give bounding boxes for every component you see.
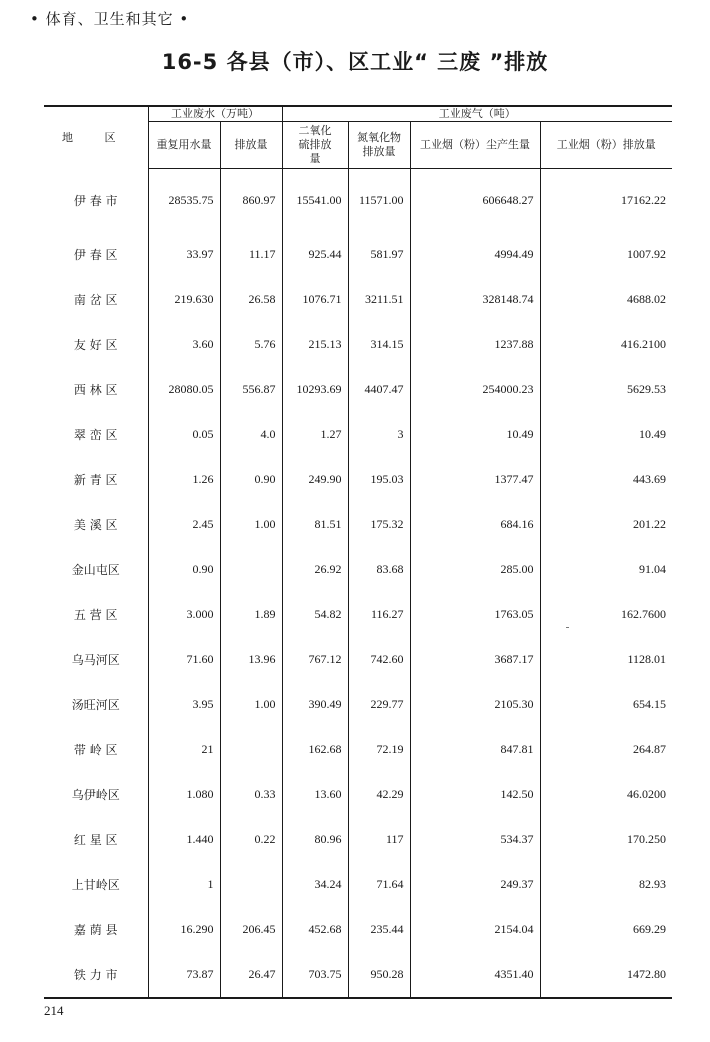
value-cell: 0.90 bbox=[220, 457, 282, 502]
value-cell: 4351.40 bbox=[410, 952, 540, 998]
value-cell: 1 bbox=[148, 862, 220, 907]
page-title: 16-5 各县（市）、区工业“ 三废 ”排放 bbox=[161, 50, 549, 74]
value-cell: 16.290 bbox=[148, 907, 220, 952]
value-cell: 3.95 bbox=[148, 682, 220, 727]
value-cell: 1377.47 bbox=[410, 457, 540, 502]
table-row bbox=[44, 907, 672, 952]
value-cell: 26.58 bbox=[220, 277, 282, 322]
value-cell: 249.37 bbox=[410, 862, 540, 907]
value-cell: 26.47 bbox=[220, 952, 282, 998]
value-cell: 1.27 bbox=[282, 412, 348, 457]
table-row bbox=[44, 592, 672, 637]
table-row bbox=[44, 367, 672, 412]
region-cell: 西 林 区 bbox=[73, 383, 118, 397]
value-cell: 1007.92 bbox=[540, 232, 672, 277]
value-cell: 13.96 bbox=[220, 637, 282, 682]
table-row bbox=[44, 682, 672, 727]
value-cell: 10.49 bbox=[540, 412, 672, 457]
column-header-nox: 氮氧化物排放量 bbox=[348, 122, 410, 169]
value-cell: 13.60 bbox=[282, 772, 348, 817]
value-cell: 3 bbox=[348, 412, 410, 457]
value-cell: 2.45 bbox=[148, 502, 220, 547]
value-cell: 5629.53 bbox=[540, 367, 672, 412]
value-cell: 219.630 bbox=[148, 277, 220, 322]
value-cell: 860.97 bbox=[220, 169, 282, 233]
value-cell: 950.28 bbox=[348, 952, 410, 998]
column-header-reused-water: 重复用水量 bbox=[148, 122, 220, 169]
value-cell: 1.89 bbox=[220, 592, 282, 637]
value-cell: 195.03 bbox=[348, 457, 410, 502]
region-cell: 上甘岭区 bbox=[71, 878, 120, 892]
table-row bbox=[44, 412, 672, 457]
region-cell: 铁 力 市 bbox=[44, 952, 148, 998]
wastewater-group-header: 工业废水（万吨） bbox=[148, 106, 282, 122]
value-cell bbox=[220, 862, 282, 907]
value-cell: 1128.01 bbox=[540, 637, 672, 682]
value-cell: 21 bbox=[148, 727, 220, 772]
region-cell: 红 星 区 bbox=[73, 833, 118, 847]
value-cell: 3211.51 bbox=[348, 277, 410, 322]
value-cell: 254000.23 bbox=[410, 367, 540, 412]
value-cell: 175.32 bbox=[348, 502, 410, 547]
value-cell: 534.37 bbox=[410, 817, 540, 862]
value-cell: 1472.80 bbox=[540, 952, 672, 998]
section-header: • 体育、卫生和其它 • bbox=[30, 10, 190, 28]
value-cell: 249.90 bbox=[282, 457, 348, 502]
value-cell: 33.97 bbox=[148, 232, 220, 277]
column-header-dust-generated: 工业烟（粉）尘产生量 bbox=[410, 122, 540, 169]
value-cell: 71.64 bbox=[348, 862, 410, 907]
value-cell: 654.15 bbox=[540, 682, 672, 727]
value-cell: 10293.69 bbox=[282, 367, 348, 412]
region-cell: 乌马河区 bbox=[71, 653, 120, 667]
region-cell: 伊 春 市 bbox=[73, 193, 118, 208]
region-cell: 乌伊岭区 bbox=[71, 788, 120, 802]
table-row bbox=[44, 502, 672, 547]
value-cell: 3.60 bbox=[148, 322, 220, 367]
value-cell: 28535.75 bbox=[148, 169, 220, 233]
value-cell: 215.13 bbox=[282, 322, 348, 367]
value-cell: 26.92 bbox=[282, 547, 348, 592]
value-cell: 3.000 bbox=[148, 592, 220, 637]
value-cell: 703.75 bbox=[282, 952, 348, 998]
value-cell: 4.0 bbox=[220, 412, 282, 457]
region-cell: 带 岭 区 bbox=[73, 743, 118, 757]
value-cell: 229.77 bbox=[348, 682, 410, 727]
value-cell: 1.440 bbox=[148, 817, 220, 862]
value-cell: 71.60 bbox=[148, 637, 220, 682]
value-cell: 91.04 bbox=[540, 547, 672, 592]
value-cell bbox=[220, 727, 282, 772]
value-cell: 314.15 bbox=[348, 322, 410, 367]
value-cell: 117 bbox=[348, 817, 410, 862]
value-cell: 847.81 bbox=[410, 727, 540, 772]
table-row bbox=[44, 637, 672, 682]
value-cell: 17162.22 bbox=[540, 169, 672, 233]
value-cell: 581.97 bbox=[348, 232, 410, 277]
value-cell: 1237.88 bbox=[410, 322, 540, 367]
value-cell: 54.82 bbox=[282, 592, 348, 637]
value-cell: 142.50 bbox=[410, 772, 540, 817]
column-header-dust-emitted: 工业烟（粉）排放量 bbox=[540, 122, 672, 169]
value-cell: 83.68 bbox=[348, 547, 410, 592]
waste-gas-group-header: 工业废气（吨） bbox=[282, 106, 672, 122]
value-cell: 170.250 bbox=[540, 817, 672, 862]
table-row bbox=[44, 952, 672, 998]
scan-mark bbox=[566, 627, 569, 628]
value-cell: 606648.27 bbox=[410, 169, 540, 233]
value-cell: 2154.04 bbox=[410, 907, 540, 952]
table-row bbox=[44, 862, 672, 907]
value-cell: 1.00 bbox=[220, 682, 282, 727]
column-header-so2: 二氧化硫排放量 bbox=[282, 122, 348, 169]
table-row bbox=[44, 772, 672, 817]
value-cell: 4688.02 bbox=[540, 277, 672, 322]
value-cell: 443.69 bbox=[540, 457, 672, 502]
value-cell: 925.44 bbox=[282, 232, 348, 277]
region-cell: 汤旺河区 bbox=[71, 698, 120, 712]
value-cell: 10.49 bbox=[410, 412, 540, 457]
region-column-header: 地 区 bbox=[44, 106, 148, 169]
value-cell: 4994.49 bbox=[410, 232, 540, 277]
page-number: 214 bbox=[44, 1003, 64, 1018]
value-cell: 1.26 bbox=[148, 457, 220, 502]
value-cell: 162.7600 bbox=[540, 592, 672, 637]
value-cell: 767.12 bbox=[282, 637, 348, 682]
value-cell: 42.29 bbox=[348, 772, 410, 817]
column-header-water-discharge: 排放量 bbox=[220, 122, 282, 169]
value-cell: 285.00 bbox=[410, 547, 540, 592]
value-cell: 3687.17 bbox=[410, 637, 540, 682]
region-cell: 南 岔 区 bbox=[73, 293, 118, 307]
value-cell: 15541.00 bbox=[282, 169, 348, 233]
value-cell: 2105.30 bbox=[410, 682, 540, 727]
value-cell: 28080.05 bbox=[148, 367, 220, 412]
value-cell: 1.00 bbox=[220, 502, 282, 547]
table-row bbox=[44, 817, 672, 862]
value-cell: 81.51 bbox=[282, 502, 348, 547]
value-cell: 452.68 bbox=[282, 907, 348, 952]
value-cell: 11571.00 bbox=[348, 169, 410, 233]
table-row bbox=[44, 547, 672, 592]
table-row bbox=[44, 169, 672, 233]
table-row bbox=[44, 277, 672, 322]
value-cell: 46.0200 bbox=[540, 772, 672, 817]
value-cell: 11.17 bbox=[220, 232, 282, 277]
region-cell: 伊 春 区 bbox=[73, 248, 118, 262]
table-row bbox=[44, 457, 672, 502]
value-cell: 0.33 bbox=[220, 772, 282, 817]
region-cell: 美 溪 区 bbox=[73, 518, 118, 532]
value-cell: 82.93 bbox=[540, 862, 672, 907]
table-body bbox=[44, 169, 672, 999]
value-cell: 0.90 bbox=[148, 547, 220, 592]
value-cell: 556.87 bbox=[220, 367, 282, 412]
region-cell: 新 青 区 bbox=[73, 473, 118, 487]
value-cell: 416.2100 bbox=[540, 322, 672, 367]
value-cell: 34.24 bbox=[282, 862, 348, 907]
value-cell bbox=[220, 547, 282, 592]
region-cell: 金山屯区 bbox=[71, 563, 120, 577]
table-row bbox=[44, 232, 672, 277]
value-cell: 264.87 bbox=[540, 727, 672, 772]
emissions-table bbox=[44, 105, 672, 999]
value-cell: 80.96 bbox=[282, 817, 348, 862]
region-cell: 翠 峦 区 bbox=[73, 428, 118, 442]
value-cell: 4407.47 bbox=[348, 367, 410, 412]
value-cell: 0.22 bbox=[220, 817, 282, 862]
value-cell: 1076.71 bbox=[282, 277, 348, 322]
table-row bbox=[44, 727, 672, 772]
value-cell: 0.05 bbox=[148, 412, 220, 457]
value-cell: 742.60 bbox=[348, 637, 410, 682]
value-cell: 73.87 bbox=[148, 952, 220, 998]
region-cell: 友 好 区 bbox=[73, 338, 118, 352]
value-cell: 390.49 bbox=[282, 682, 348, 727]
value-cell: 669.29 bbox=[540, 907, 672, 952]
table-row bbox=[44, 322, 672, 367]
value-cell: 162.68 bbox=[282, 727, 348, 772]
region-cell: 五 营 区 bbox=[73, 608, 118, 622]
value-cell: 116.27 bbox=[348, 592, 410, 637]
value-cell: 328148.74 bbox=[410, 277, 540, 322]
value-cell: 235.44 bbox=[348, 907, 410, 952]
value-cell: 1763.05 bbox=[410, 592, 540, 637]
value-cell: 684.16 bbox=[410, 502, 540, 547]
value-cell: 206.45 bbox=[220, 907, 282, 952]
value-cell: 72.19 bbox=[348, 727, 410, 772]
region-cell: 嘉 荫 县 bbox=[73, 923, 118, 937]
value-cell: 5.76 bbox=[220, 322, 282, 367]
value-cell: 1.080 bbox=[148, 772, 220, 817]
value-cell: 201.22 bbox=[540, 502, 672, 547]
